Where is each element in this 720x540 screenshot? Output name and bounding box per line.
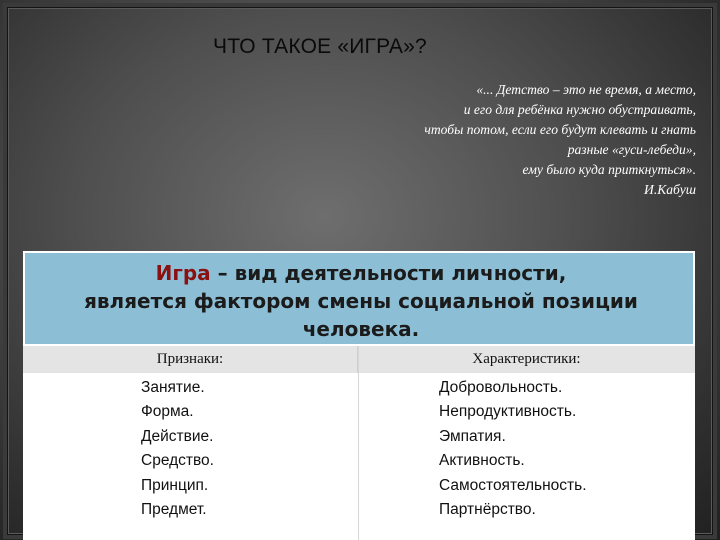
- definition-text: [25, 259, 697, 343]
- list-item: Непродуктивность.: [439, 403, 577, 421]
- list-item: Добровольность.: [439, 379, 563, 396]
- epigraph-line: чтобы потом, если его будут клевать и гнать: [424, 122, 696, 137]
- list-item: Самостоятельность.: [439, 476, 587, 494]
- definition-term: Игра: [155, 261, 211, 285]
- list-item: Партнёрство.: [439, 501, 536, 519]
- epigraph-author: И.Кабуш: [644, 182, 696, 197]
- epigraph-line: ему было куда приткнуться».: [522, 162, 696, 177]
- epigraph-line: «... Детство – это не время, а место,: [476, 82, 696, 97]
- list-item: Эмпатия.: [439, 427, 506, 445]
- characteristics-list: [439, 376, 587, 522]
- list-item: Средство.: [141, 452, 214, 470]
- definition-line-1-rest: – вид деятельности личности,: [210, 261, 567, 285]
- signs-column-header: Признаки:: [23, 346, 358, 373]
- list-item: Предмет.: [141, 501, 207, 519]
- epigraph-line: разные «гуси-лебеди»,: [567, 142, 696, 157]
- list-item: Форма.: [141, 403, 194, 421]
- list-item: Принцип.: [141, 476, 209, 494]
- characteristics-column-header: Характеристики:: [358, 346, 695, 373]
- definition-line-1: [25, 259, 697, 287]
- epigraph-quote: [276, 80, 696, 200]
- list-item: Занятие.: [141, 379, 205, 396]
- epigraph-line: и его для ребёнка нужно обустраивать,: [463, 102, 696, 117]
- definition-line-2: является фактором смены социальной позиции: [84, 289, 638, 313]
- column-divider: [358, 346, 359, 540]
- list-item: Активность.: [439, 452, 525, 470]
- slide-title: ЧТО ТАКОЕ «ИГРА»?: [213, 35, 427, 58]
- list-item: Действие.: [141, 427, 214, 445]
- definition-header: [23, 251, 695, 346]
- signs-list: [141, 376, 214, 522]
- definition-line-3: человека.: [302, 317, 420, 341]
- definition-card: [23, 251, 695, 540]
